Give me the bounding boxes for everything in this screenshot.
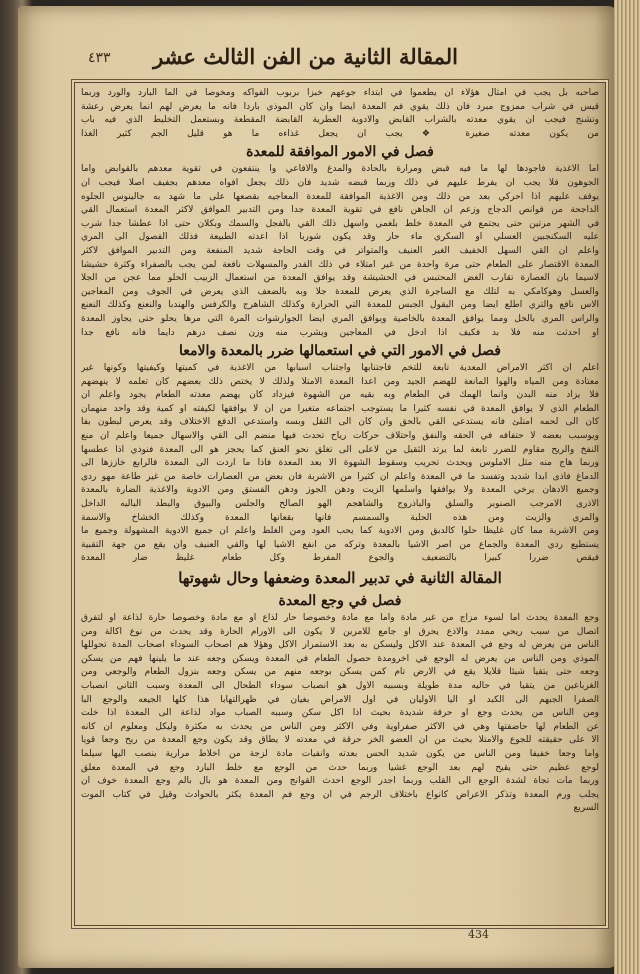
text-line: عن الطعام لها حاضفتها وهي في الاكثر صفراوية وفي الاكثر ومن الناس من يحدث به مكثرة وليكل ومعلوم ان كانه <box>81 721 599 732</box>
text-line: وجعه حتى يتقيا شيئا قلايلا يقع في الارض تام كمن يسكن بوجعه منهم من يسكن وجعه بنزول الطعام والوجعي ومن <box>81 667 599 678</box>
text-line: الجوهون فلا يجب ان يفرط عليهم في ذلك وربما قبضه شديد فان ذلك يجعل افواه معدهم بجفيف اصلا فيجب ان <box>81 177 599 188</box>
text-line: معتادة ومن المياه والهوا المانعة للهضم الجيد ومن اعدا المعدة الامتلا ولذلك لا يختص ذلك بعضهم كان تعلمه لا ينهضهم <box>81 376 599 387</box>
text-line: الاس نافع والتري اطلع ايضا ومن البقول الجبس للمعدة التي الحرارة وكذلك الشاهرج والكرفس والهندبا والنعنع وكذلك النعنع <box>81 300 599 311</box>
text-line: او احدثت منه فلا بد فكيف اذا ادخل في المعاجين ويشرب منه وزن نصف درهم دايما فانه نافع جدا <box>81 327 599 338</box>
text-line: وتشنج فيجب ان يقوي معدته بالشراب القابض والادوية العطرية القابضة المقطعة وبستعمل التخليط الذي فيه باب <box>81 115 599 126</box>
text-line: واعلم ان القي السهل الخفيف الغير العنيف والمتواتر في وقت الحاجة شديد المنفعة ومن التدبير الموافق لاكثر <box>81 245 599 256</box>
text-line: لوجع عظيم حتى يقيح لهم بعد الوجع غشيا وربما حدث من الوجع مع خلط البارد وجع في المعدة معلق <box>81 762 599 773</box>
text-line: الغرباعين من يتقيا في حاليه مدة طويلة وبسببه الاول هو انصباب سوداء الطحال الى المعدة وسبب الثاني انصباب <box>81 680 599 691</box>
text-line: النفخ والريح مقاوم للضرر تابعة لما يرتد الثقيل من لاعلى الى تغلق نحو العنق كما يحجز هو الى المعدة فنوذي اذا عطسها <box>81 444 599 455</box>
section-heading: فصل في وجع المعدة <box>278 593 402 609</box>
text-line: اتصال من سبب ريحي ممدد والاذع يحرق او جامع للامرين لا يكون الى الاورام الحارة وقد يحدث من نوع اكالة ومن <box>81 626 599 637</box>
text-line: ويوسبب بعضه لا حتفافه في الحقه والنفق واحتلاف حركات رياح تحدث فيها منضم الى القي والاسهال جميعا واعلم ان منع <box>81 431 599 442</box>
page-number: 434 <box>468 928 489 941</box>
text-line: واما وجعا خفيفا ومن الناس من يكون شديد الحس بعدته وانفيات مادة لزجة من اخلاط مرارية بنصب اليها سيلما <box>81 748 599 759</box>
text-line: اعلم ان اكثر الامراض المعدية تابعة للتخم فاجتنابها واجتناب اسبابها من الاغذية في كميتها وكيفيتها وكونها غير <box>81 363 599 374</box>
text-line: الا على حقيقته للجوع والامتلا بحيث من ان العضو الخر حرقة في معدته لا يطاق وقد يكون وجع المعدة من ريح وجعا قويا <box>81 735 599 746</box>
text-line: اما الاغذية فاجودها لها ما فيه قبض ومرارة بالحادة والمدغ والافاعي وا ينتفعون في تقوية معدهم بالقوابض واما <box>81 164 599 175</box>
text-line: كان الى لحمه امتلئ فانه يستدعي القي بالحق وان كان الى الثقل وبسه واستدعي الدفع الاختلاف وقد يعرض لبطون بفا <box>81 417 599 428</box>
page-header <box>78 40 598 76</box>
text-frame <box>74 82 606 926</box>
text-line: وجميع الادهان يرخي المعدة ولا يوافقها واسلمها الزيت ودهن الجوز ودهن الفستق ومن الادوية والاغذية الضارة بالمعدة <box>81 485 599 496</box>
section-heading: فصل في الامور الموافقة للمعدة <box>246 144 434 161</box>
page-edges <box>614 0 640 974</box>
text-line: السريع <box>573 803 599 814</box>
text-line: والمري والزيت ومن هذه الحلبة والسمسم فانها بقعانها المعدة وكذلك الخشاخ والاسمة <box>81 512 599 523</box>
text-line: وربما مات تجاة لشدة الوجع الى القلب وربما اجدر الوجع احدث القوانج ومن المعدة هو بال بالم وجع المعدة خوف ان <box>81 776 599 787</box>
text-line: والعسل وهوكامكي به لتلك مع الساجرة الذي يعرض للمعدة جلا وبه بالضعف الذي يعرض في الجوف ومن المعاجين <box>81 286 599 297</box>
text-line: في الشهر مرتين حتى يجتمع في المعدة خلط بلغمي واسهل ذلك القي بالفجل والسمك وبكلان حتى اذا عطشا جدا شرب <box>81 218 599 229</box>
manuscript-page <box>18 6 618 968</box>
text-line: ومن الناس من يحدث وجع او حرقة شديدة بحيث اذا اكل سكن وسببه الصباب مواد لذاعة الى المعدة اذا خلت <box>81 708 599 719</box>
text-line: وربما هاج منه مثل الاملوس ويحدث تحريب وسقوط الشهوة الا بعد المعدة فاذا ما اردت الى المعدة فالرابع خاززها الى <box>81 458 599 469</box>
text-line: عليه السكنجبين العسلي او السكري ماء حار وقد يكون شوربا اذا اعدته الطبيعة فذلك الفصول الى المري <box>81 232 599 243</box>
running-head: المقالة الثانية من الفن الثالث عشر <box>153 44 458 69</box>
text-line: ومن الاشربة مما كان غليظا حلوا كالدبق ومن الادوية كما يحب العود ومن الغلط واعلم ان جميع الادوية المشهولة وجميع ما <box>81 526 599 537</box>
text-line: الناس من يعرض له وجع في المعدة عند الاكل وليسكن به بعد الاستمرار الاكل وهؤلا هم اصحاب السوداء اصحاب المدة تحوللها <box>81 640 599 651</box>
text-line: الاذرى الامرجب الصنوبر والسلق والباذروج والشاهجم الهو الصالح والجلس والبيوق والبطد الباليه الداخل <box>81 499 599 510</box>
section-heading: المقالة الثانية في تدبير المعدة وضعفها وحال شهوتها <box>178 569 502 587</box>
folio-number: ٤٣٣ <box>88 50 111 66</box>
text-line: والراس المري بالخل ومما يوافق المعدة بالخاصية ويوافق المري ايضا الجوارشوات المرة التي مرها يحلو حتى يجاوز المعدة <box>81 313 599 324</box>
text-line: يوقف عليهم اذا احركي بعد من ذلك ومن الاغذية الموافقة للمعدة المعاجيه بقصعها على ما شهد به جالينوس الجلوه <box>81 191 599 202</box>
text-line: من يكون معدته صغيرة ❖ يجب ان يجعل غذاءه ما هو قليل الجم كثير الغذا <box>81 128 599 139</box>
text-line: يجلب ورم المعدة وتذكر الاعراض كانواع باختلاف الرجم في ان وجع فم المعدة يكثر بالحوادث وقيل في كتاب الموت <box>81 789 599 800</box>
text-line: فيقص ضررا كبيرا بالتضعيف والجوع المفرط وكل طعام غليظ ضار المعدة <box>81 553 599 564</box>
text-line: لاسيما بان العصارة تقارب الغض المحتبس في الحشيشة وقد يوافق المعدة من استعمال الزبيب الحلو مما عجن من الجلا <box>81 273 599 284</box>
text-line: الموذي ومن الناس من يعرض له الوجع في اخرومدة حصول الطعام في المعدة ويسكن وجعه عند ما يلينها فهم من يسكن <box>81 653 599 664</box>
text-line: الداجحة من قوانص الدجاج وزعم ان الجاهن نافع في تقوية المعدة جدا ومن التدبير الموافق لاكثر المعدة استعمال القي <box>81 205 599 216</box>
text-line: وجع المعدة يحدث اما لسوء مزاج من غير مادة واما مع مادة وخصوصا حار لذاع او مع مادة وخصوصا حارة لذاعة او لتفرق <box>81 613 599 623</box>
text-line: الصفرا الجبهم الى الكبد او اليا الاوليان في اول الامراض بغيان في ظهرالتهابا هذا كلها الجيعه والوجع البا <box>81 694 599 705</box>
text-line: المعدة الاقتصار على الطعام حتى مرة واحدة من غير امتلاء في ذلك القدر والمسهلات نافعة لمن يجب بالصفراء وكثرة حشيشا <box>81 259 599 270</box>
text-line: يستطيع ردي المعدة والجماع من اصر الاشيا بالمعدة وتركه من انفع الاشيا لها والقي العنيف وان يقع من جهة التقبية <box>81 539 599 550</box>
section-heading: فصل في الامور التي في استعمالها ضرر بالمعدة والامعا <box>179 343 501 360</box>
text-line: قيس في شراب ممزوج مبرد فان ذلك يقوي فم المعدة ايضا وان كان الموذي باردا فانه ما يعرض لهم انما يعرض رعشة <box>81 101 599 112</box>
text-line: الطعام الذي لا يوافق المعدة في نفسه كثيرا ما يستوجب اجتماعه متغيرا من ان لا يوافقها لكيفته او كمية وقد واحد منهمان <box>81 403 599 414</box>
text-line: الدماغ فاذى ابدا شديد وتفسد ما في المعدة واعلم ان كثيرا من الاشربة فان بعض من العصارات خاصة من غير طاعة مهو ردى <box>81 471 599 482</box>
text-line: صاحبه بل يجب في امثال هؤلاء ان يطعموا في ابتداء جوعهم خبزا بربوب الفواكه ومخوصا في الما البارد والورد وربما <box>81 88 599 98</box>
text-line: فلا يزاد منه البدن وانما الهمك في الطعام وبه بقيه من الشهوة فيزداد كان يهضم معدته الطعام يجود واعلم ان <box>81 390 599 401</box>
body-text <box>81 87 599 816</box>
